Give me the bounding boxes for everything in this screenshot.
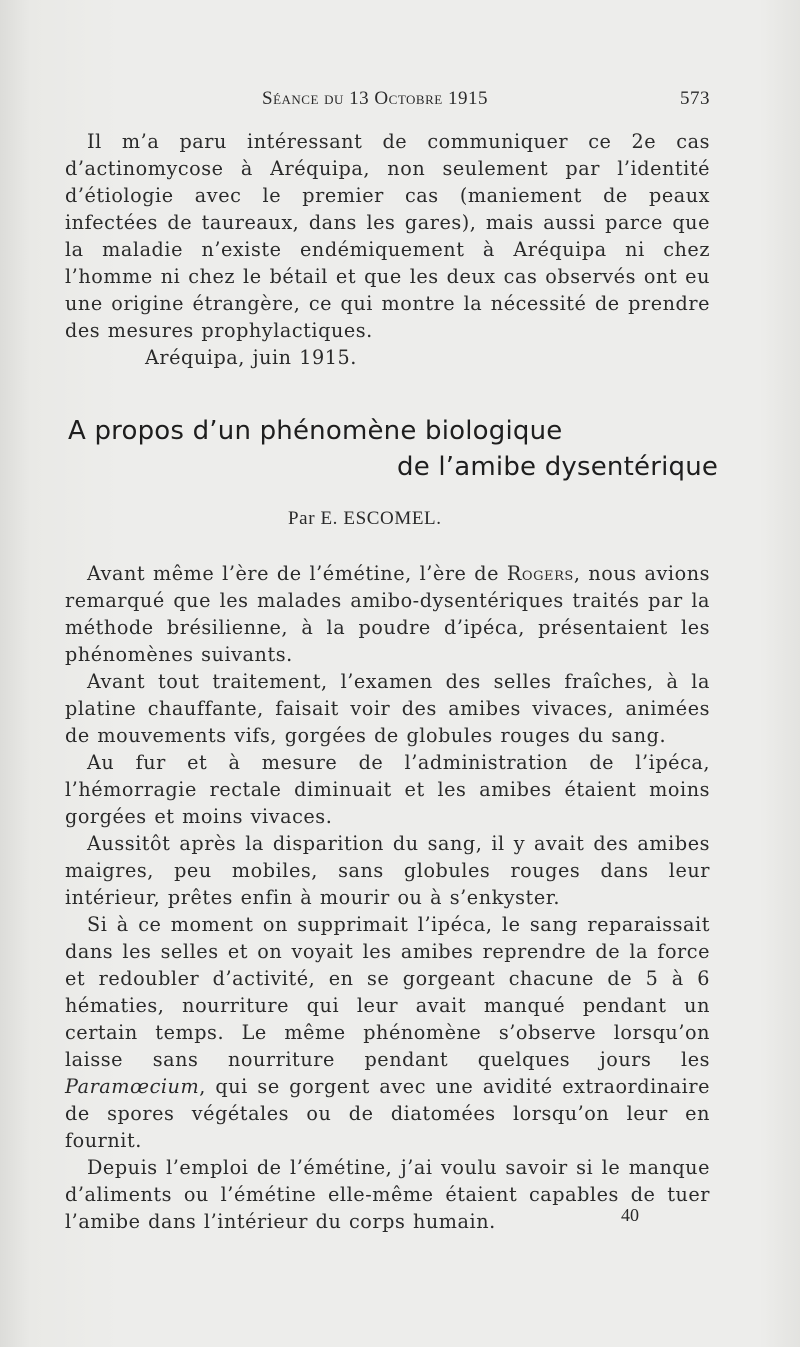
paragraph-1	[65, 560, 710, 668]
article-title-line2: de l’amibe dysentérique	[397, 452, 719, 482]
author-name: Par E. ESCOMEL.	[288, 508, 442, 529]
running-header	[0, 88, 800, 118]
paragraph-1-text-b: , nous avions remarqué que les malades amibo-dysentériques traités par la méthode brésilienne, à la poudre d’ipéca, présentaient les phénomènes suivants.	[65, 562, 711, 666]
place-date: Aréquipa, juin 1915.	[145, 346, 357, 369]
paragraph-4: Aussitôt après la disparition du sang, il y avait des amibes maigres, peu mobiles, sans globules rouges dans leur intérieur, prêtes enfin à mourir ou à s’enkyster.	[65, 832, 710, 909]
author-reference-rogers: Rogers	[506, 562, 574, 585]
intro-paragraph: Il m’a paru intéressant de communiquer ce 2e cas d’actinomycose à Aréquipa, non seulement par l’identité d’étiologie avec le premier cas (maniement de peaux infectées de taureaux, dans les gares), mais aussi parce que la maladie n’existe endémiquement à Aréquipa ni chez l’homme ni chez le bétail et que les deux cas observés ont eu une origine étrangère, ce qui montre la nécessité de prendre des mesures prophylactiques.	[65, 130, 710, 342]
article-title-line1: A propos d’un phénomène biologique	[68, 416, 563, 446]
signature-mark: 40	[621, 1205, 639, 1225]
page-number: 573	[680, 88, 710, 109]
species-name: Paramœcium	[65, 1075, 200, 1098]
paragraph-2: Avant tout traitement, l’examen des selles fraîches, à la platine chauffante, faisait voir des amibes vivaces, animées de mouvements vifs, gorgées de globules rouges du sang.	[65, 670, 710, 747]
paragraph-5-text-a: Si à ce moment on supprimait l’ipéca, le sang reparaissait dans les selles et on voyait les amibes reprendre de la force et redoubler d’activité, en se gorgeant chacune de 5 à 6 hématies, nourriture qui leur avait manqué pendant un certain temps. Le même phénomène s’observe lorsqu’on laisse sans nourriture pendant quelques jours les	[65, 913, 710, 1071]
running-title: Séance du 13 Octobre 1915	[262, 88, 488, 109]
paragraph-6: Depuis l’emploi de l’émétine, j’ai voulu savoir si le manque d’aliments ou l’émétine elle-même étaient capables de tuer l’amibe dans l’intérieur du corps humain.	[65, 1156, 710, 1233]
intro-section	[65, 128, 710, 371]
article-body	[65, 560, 710, 1235]
paragraph-5-text-b: , qui se gorgent avec une avidité extraordinaire de spores végétales ou de diatomées lorsqu’on leur en fournit.	[65, 1075, 710, 1152]
paragraph-3: Au fur et à mesure de l’administration de l’ipéca, l’hémorragie rectale diminuait et les amibes étaient moins gorgées et moins vivaces.	[65, 751, 710, 828]
paragraph-1-text-a: Avant même l’ère de l’émétine, l’ère de	[87, 562, 507, 585]
paragraph-5	[65, 911, 710, 1154]
